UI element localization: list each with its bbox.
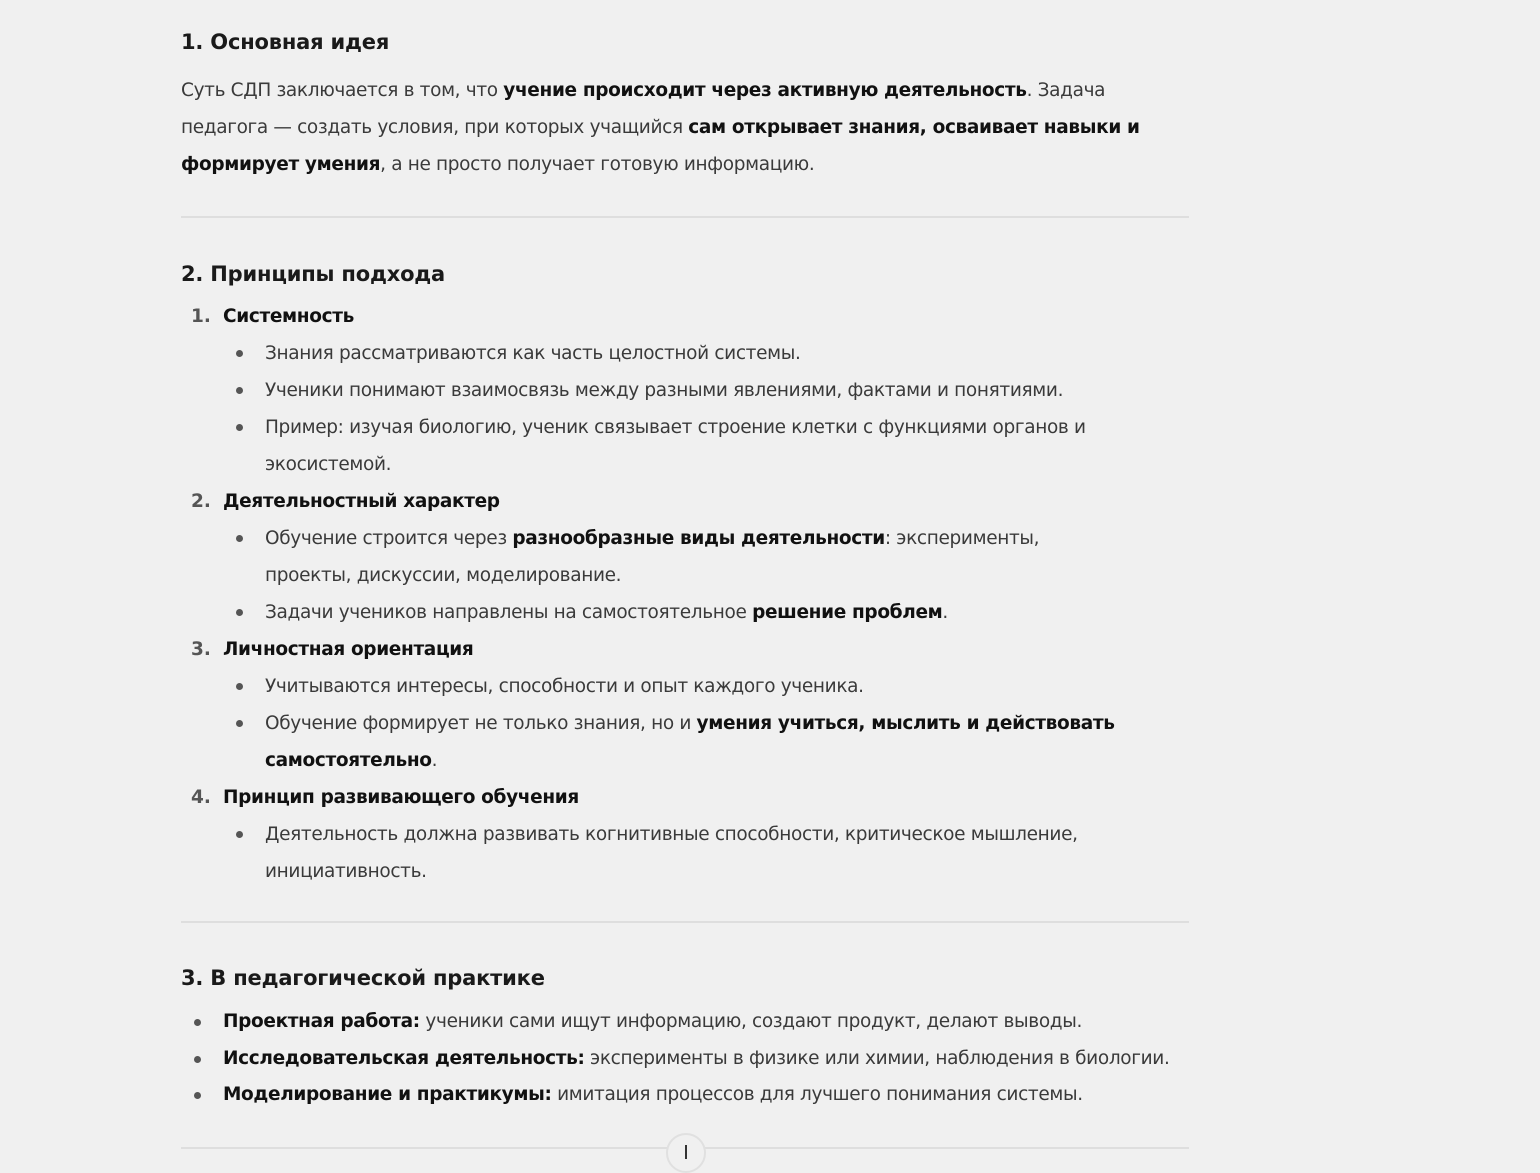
text-run: Обучение формирует не только знания, но и (265, 713, 697, 734)
bullet-icon (236, 683, 243, 690)
text-run: . (431, 750, 438, 771)
bullet-icon (236, 424, 243, 431)
section-divider (181, 216, 1189, 218)
list-number: 1. (191, 306, 211, 327)
text-run: . (942, 602, 948, 623)
bullet-icon (236, 387, 243, 394)
section-divider (181, 921, 1189, 923)
bullet-icon (236, 350, 243, 357)
practice-text: эксперименты в физике или химии, наблюдения в биологии. (584, 1047, 1170, 1069)
bullet-icon (194, 1092, 201, 1099)
principles-list (181, 298, 1189, 890)
list-number: 3. (191, 639, 211, 660)
practice-text: ученики сами ищут информацию, создают продукт, делают выводы. (419, 1011, 1083, 1032)
principle-item (181, 631, 1189, 779)
bullet-item (265, 816, 1115, 890)
list-number: 4. (191, 787, 211, 808)
bullet-icon (194, 1019, 201, 1026)
practice-item (223, 1077, 1189, 1114)
principle-bullets (181, 335, 1189, 483)
bullet-item (265, 520, 1115, 594)
principle-item (181, 779, 1189, 890)
practice-item (223, 1041, 1189, 1078)
principle-item (181, 298, 1189, 483)
bullet-item (265, 335, 1115, 372)
principle-title: Принцип развивающего обучения (223, 787, 579, 808)
bold-text: учение происходит через активную деятельность (503, 80, 1027, 101)
practice-label: Исследовательская деятельность: (223, 1047, 585, 1069)
text-run: Обучение строится через (265, 528, 513, 549)
practice-item (223, 1004, 1189, 1041)
bullet-icon (236, 720, 243, 727)
text-run: Знания рассматриваются как часть целостной системы. (265, 343, 801, 364)
bullet-item (265, 668, 1115, 705)
scroll-down-button[interactable] (666, 1133, 706, 1173)
bullet-item (265, 409, 1115, 483)
section-heading-main-idea: 1. Основная идея (181, 30, 390, 54)
arrow-down-icon (685, 1145, 687, 1159)
practice-label: Проектная работа: (223, 1011, 420, 1032)
bold-text: умения учиться, мыслить и действовать самостоятельно (265, 713, 1115, 771)
practice-label: Моделирование и практикумы: (223, 1084, 552, 1105)
list-number: 2. (191, 491, 211, 512)
bullet-icon (194, 1056, 201, 1063)
bullet-icon (236, 831, 243, 838)
practice-list (181, 1004, 1189, 1114)
text-run: Учитываются интересы, способности и опыт каждого ученика. (265, 676, 864, 697)
bullet-item (265, 705, 1115, 779)
principle-bullets (181, 668, 1189, 779)
main-idea-paragraph (181, 72, 1189, 183)
bullet-icon (236, 609, 243, 616)
section-heading-principles: 2. Принципы подхода (181, 262, 446, 286)
principle-bullets (181, 816, 1189, 890)
text-run: Задачи учеников направлены на самостоятельное (265, 602, 753, 623)
principle-title: Системность (223, 306, 354, 327)
text-run: . Задача педагога — создать условия, при которых учащийся (181, 80, 1106, 138)
text-run: Деятельность должна развивать когнитивные способности, критическое мышление, инициативность. (265, 824, 1078, 882)
principle-bullets (181, 520, 1189, 631)
text-run: Пример: изучая биологию, ученик связывает строение клетки с функциями органов и экосистемой. (265, 417, 1086, 475)
text-run: , а не просто получает готовую информацию. (380, 154, 815, 175)
section-heading-practice: 3. В педагогической практике (181, 966, 545, 990)
bold-text: сам открывает знания, осваивает навыки и формирует умения (181, 117, 1140, 175)
bold-text: разнообразные виды деятельности (512, 528, 885, 549)
text-run: Суть СДП заключается в том, что (181, 80, 504, 101)
principle-item (181, 483, 1189, 631)
bullet-item (265, 372, 1115, 409)
bold-text: решение проблем (752, 602, 943, 623)
bullet-icon (236, 535, 243, 542)
bullet-item (265, 594, 1115, 631)
practice-text: имитация процессов для лучшего понимания системы. (551, 1084, 1083, 1105)
text-run: Ученики понимают взаимосвязь между разными явлениями, фактами и понятиями. (265, 380, 1064, 401)
text-run: : эксперименты, проекты, дискуссии, моделирование. (265, 528, 1040, 586)
principle-title: Деятельностный характер (223, 491, 500, 512)
principle-title: Личностная ориентация (223, 639, 474, 660)
